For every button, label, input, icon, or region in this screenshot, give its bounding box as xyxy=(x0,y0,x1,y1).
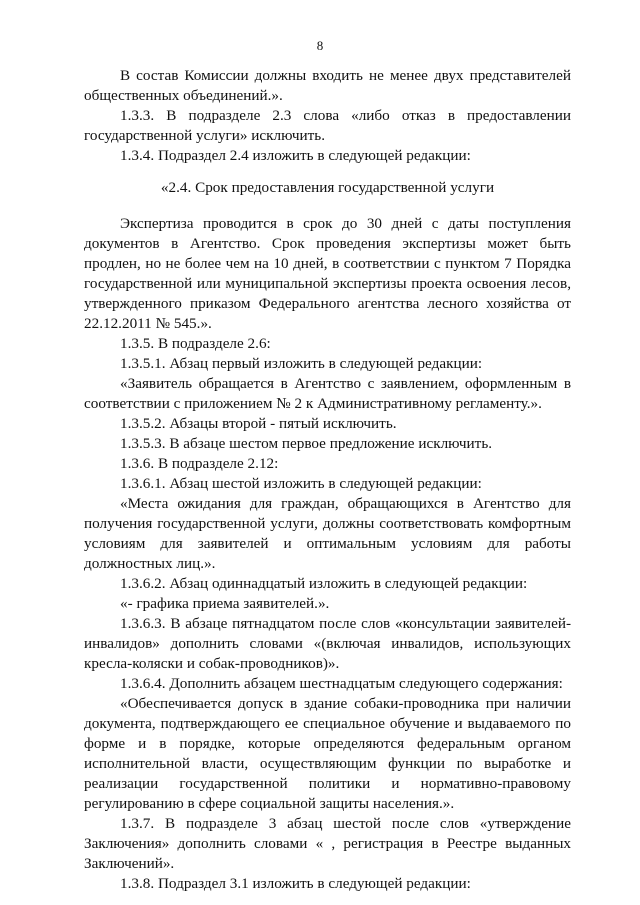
paragraph: «Обеспечивается допуск в здание собаки-проводника при наличии документа, подтверждающего ее специальное обучение и выдаваемого по форме и в порядке, которые определяются федеральным органом исполнительной власти, осуществляющим функции по выработке и реализации государственной политики и нормативно-правовому регулированию в сфере социальной защиты населения.». xyxy=(84,695,571,812)
paragraph: «Места ожидания для граждан, обращающихся в Агентство для получения государственной услуги, должны соответствовать комфортным условиям для заявителей и оптимальным условиям для работы должностных лиц.». xyxy=(84,495,571,572)
paragraph: 1.3.5.3. В абзаце шестом первое предложение исключить. xyxy=(120,435,493,452)
paragraph: 1.3.5.2. Абзацы второй - пятый исключить. xyxy=(120,415,397,432)
paragraph: 1.3.3. В подразделе 2.3 слова «либо отказ в предоставлении государственной услуги» исключить. xyxy=(84,107,571,144)
page-number: 8 xyxy=(316,38,324,53)
paragraph: В состав Комиссии должны входить не менее двух представителей общественных объединений.». xyxy=(84,67,571,104)
paragraph: Экспертиза проводится в срок до 30 дней с даты поступления документов в Агентство. Срок проведения экспертизы может быть продлен, но не более чем на 10 дней, в соответствии с пунктом 7 Порядка государственной или муниципальной экспертизы проекта освоения лесов, утвержденного приказом Федерального агентства лесного хозяйства от 22.12.2011 № 545.». xyxy=(84,215,571,332)
paragraph: 1.3.6.1. Абзац шестой изложить в следующей редакции: xyxy=(120,475,482,492)
paragraph: 1.3.6.2. Абзац одиннадцатый изложить в следующей редакции: xyxy=(120,575,528,592)
paragraph: 1.3.8. Подраздел 3.1 изложить в следующей редакции: xyxy=(120,875,471,892)
paragraph: 1.3.4. Подраздел 2.4 изложить в следующей редакции: xyxy=(120,147,471,164)
paragraph: 1.3.5.1. Абзац первый изложить в следующей редакции: xyxy=(120,355,483,372)
paragraph: 1.3.6. В подразделе 2.12: xyxy=(120,455,279,472)
paragraph: 1.3.5. В подразделе 2.6: xyxy=(120,335,271,352)
section-heading: «2.4. Срок предоставления государственной услуги xyxy=(160,179,495,196)
paragraph: 1.3.6.4. Дополнить абзацем шестнадцатым следующего содержания: xyxy=(120,675,563,692)
paragraph: 1.3.7. В подразделе 3 абзац шестой после слов «утверждение Заключения» дополнить словами « , регистрация в Реестре выданных Заключений». xyxy=(84,815,571,872)
paragraph: «Заявитель обращается в Агентство с заявлением, оформленным в соответствии с приложением № 2 к Административному регламенту.». xyxy=(84,375,571,412)
document-body xyxy=(84,66,571,894)
paragraph: «- графика приема заявителей.». xyxy=(120,595,330,612)
paragraph: 1.3.6.3. В абзаце пятнадцатом после слов «консультации заявителей-инвалидов» дополнить словами «(включая инвалидов, использующих кресла-коляски и собак-проводников)». xyxy=(84,615,571,672)
